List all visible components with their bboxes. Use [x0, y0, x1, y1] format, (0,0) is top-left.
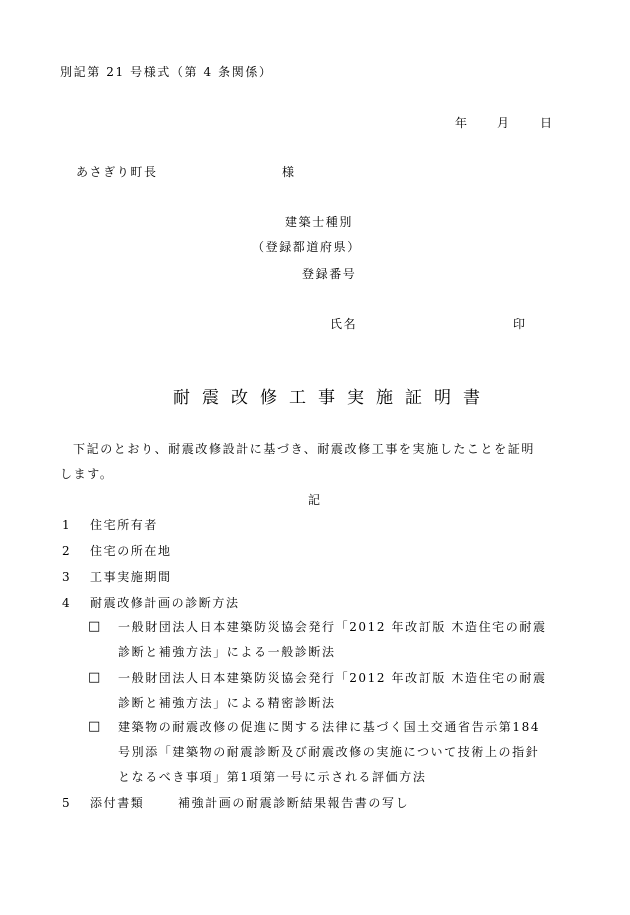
date-month-label: 月 [497, 116, 511, 130]
architect-type-label: 建築士種別 [285, 215, 354, 229]
date-year-label: 年 [455, 116, 469, 130]
option-notice-line-3: となるべき事項」第1項第一号に示される評価方法 [118, 770, 427, 784]
item-label-location: 住宅の所在地 [90, 544, 172, 558]
item-number: 2 [62, 544, 72, 558]
ki-heading: 記 [308, 493, 322, 507]
registration-number-label: 登録番号 [302, 267, 357, 281]
item-label-method: 耐震改修計画の診断方法 [90, 596, 240, 610]
intro-paragraph [60, 437, 580, 487]
option-notice-line-1: 建築物の耐震改修の促進に関する法律に基づく国土交通省告示第184 [118, 720, 541, 734]
option-general-line-1: 一般財団法人日本建築防災協会発行「2012 年改訂版 木造住宅の耐震 [118, 620, 547, 634]
checkbox-notice-method[interactable]: □ [88, 719, 101, 734]
option-precise-line-1: 一般財団法人日本建築防災協会発行「2012 年改訂版 木造住宅の耐震 [118, 671, 547, 685]
checkbox-precise-diagnosis[interactable]: □ [88, 670, 101, 685]
intro-line-1: 下記のとおり、耐震改修設計に基づき、耐震改修工事を実施したことを証明 [73, 442, 535, 456]
item-number: 3 [62, 570, 72, 584]
item-label-period: 工事実施期間 [90, 570, 172, 584]
registration-prefecture-label: （登録都道府県） [252, 240, 361, 254]
addressee-name: あさぎり町長 [76, 165, 158, 179]
intro-line-2: します。 [60, 467, 114, 481]
architect-name-label: 氏名 [330, 317, 358, 331]
seal-label: 印 [513, 317, 527, 331]
form-number-label: 別記第 21 号様式（第 4 条関係） [60, 65, 273, 79]
item-number: 5 [62, 796, 72, 810]
date-day-label: 日 [540, 116, 554, 130]
option-general-line-2: 診断と補強方法」による一般診断法 [118, 645, 336, 659]
addressee-honorific: 様 [282, 165, 296, 179]
item-label-owner: 住宅所有者 [90, 518, 159, 532]
attachment-value: 補強計画の耐震診断結果報告書の写し [178, 796, 410, 810]
item-number: 4 [62, 596, 72, 610]
item-label-attachments: 添付書類 [90, 796, 145, 810]
option-precise-line-2: 診断と補強方法」による精密診断法 [118, 696, 336, 710]
document-title: 耐震改修工事実施証明書 [173, 388, 492, 408]
option-notice-line-2: 号別添「建築物の耐震診断及び耐震改修の実施について技術上の指針 [118, 745, 540, 759]
checkbox-general-diagnosis[interactable]: □ [88, 619, 101, 634]
item-number: 1 [62, 518, 72, 532]
